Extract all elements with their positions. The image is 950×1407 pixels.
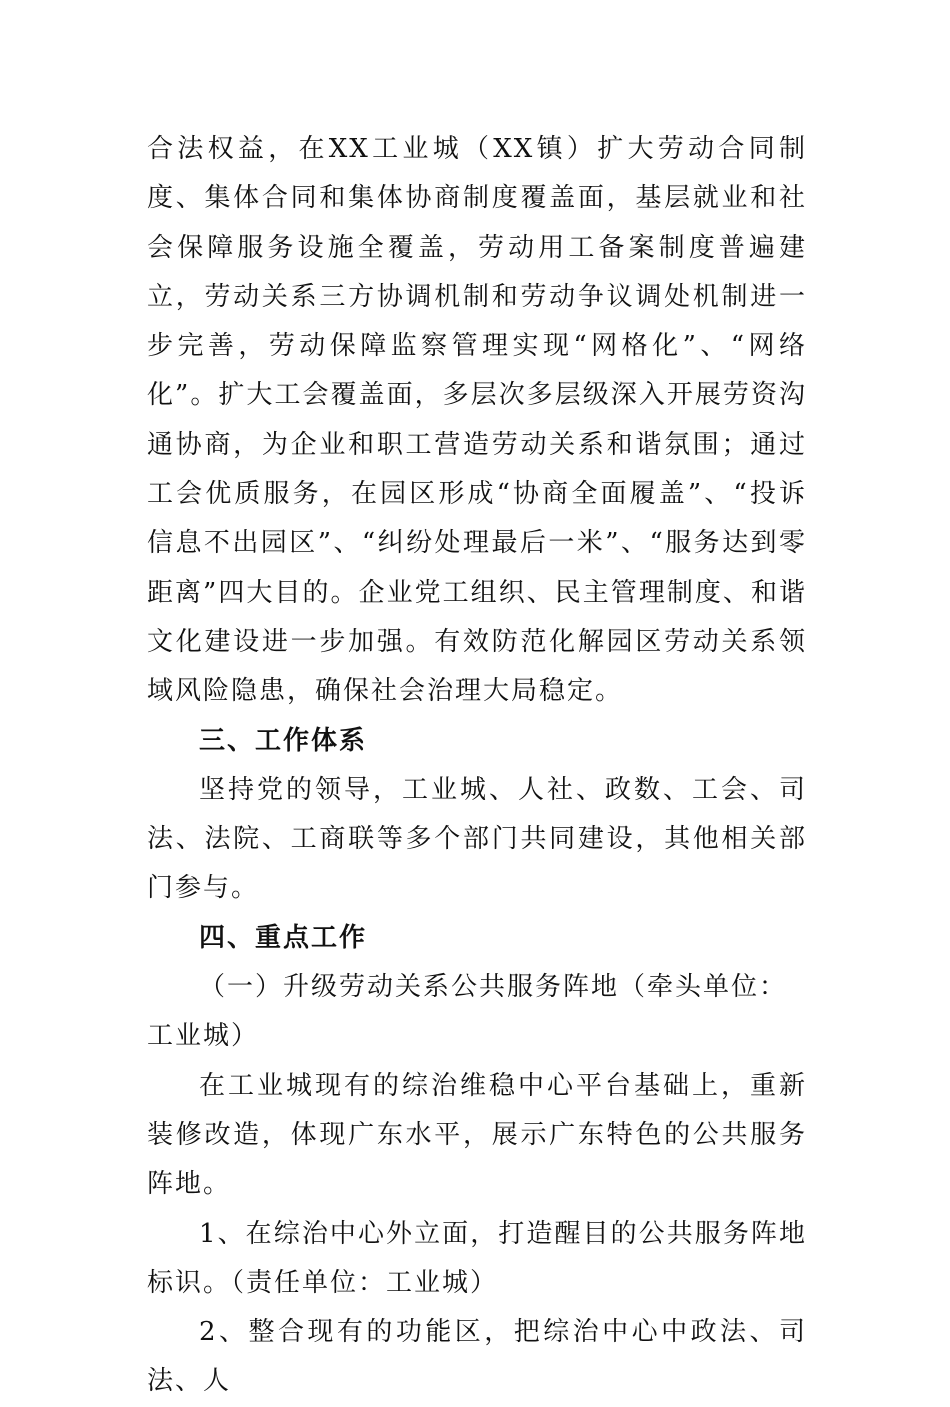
section-heading-work-system: 三、工作体系: [199, 725, 368, 756]
paragraph-work-system: 坚持党的领导，工业城、人社、政数、工会、司法、法院、工商联等多个部门共同建设，其他相关部门参与。: [147, 774, 807, 904]
list-item-2: 2、整合现有的功能区，把综治中心中政法、司法、人: [147, 1317, 807, 1397]
paragraph-goals-continuation: 合法权益，在XX工业城（XX镇）扩大劳动合同制度、集体合同和集体协商制度覆盖面，基层就业和社会保障服务设施全覆盖，劳动用工备案制度普遍建立，劳动关系三方协调机制和劳动争议调处机制进一步完善，劳动保障监察管理实现“网格化”、“网络化”。扩大工会覆盖面，多层次多层级深入开展劳资沟通协商，为企业和职工营造劳动关系和谐氛围；通过工会优质服务，在园区形成“协商全面履盖”、“投诉信息不出园区”、“纠纷处理最后一米”、“服务达到零距离”四大目的。企业党工组织、民主管理制度、和谐文化建设进一步加强。有效防范化解园区劳动关系领域风险隐患，确保社会治理大局稳定。: [147, 134, 807, 707]
section-heading-key-work: 四、重点工作: [199, 922, 368, 953]
list-item-1: 1、在综治中心外立面，打造醒目的公共服务阵地标识。（责任单位：工业城）: [147, 1218, 807, 1298]
paragraph-service-hub: 在工业城现有的综治维稳中心平台基础上，重新装修改造，体现广东水平，展示广东特色的公共服务阵地。: [147, 1070, 807, 1200]
subsection-heading-service-hub: （一）升级劳动关系公共服务阵地（牵头单位：工业城）: [147, 972, 788, 1052]
document-body: [147, 125, 807, 1407]
